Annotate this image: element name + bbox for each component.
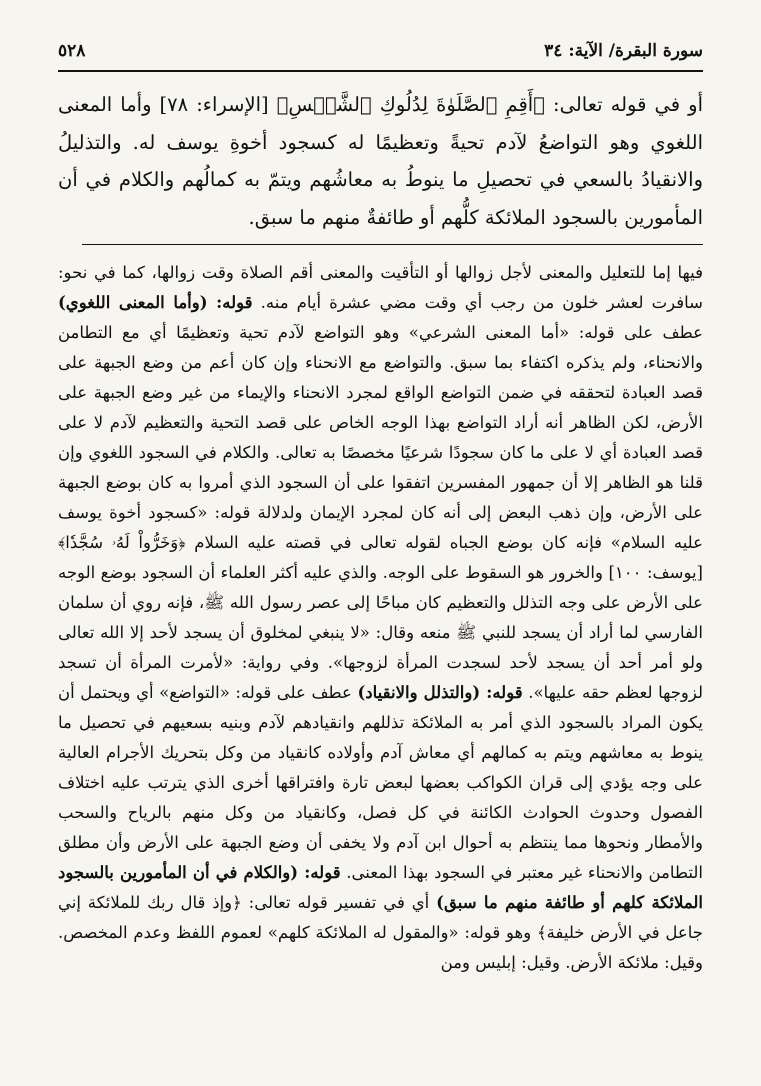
commentary-block: [58, 258, 703, 978]
surah-reference: سورة البقرة/ الآية: ٣٤: [544, 41, 703, 61]
commentary-text: عطف على قوله: «التواضع» أي ويحتمل أن يكون المراد بالسجود الذي أمر به الملائكة تذللهم وانقيادهم لآدم وبنيه بسعيهم في تحصيل ما ينوط به معاشهم ويتم به كمالهم أي معاش آدم وأولاده كانقياد من وكل بتحريك الأجرام العالية على وجه يؤدي إلى قران الكواكب بعضها لبعض تارة وافتراقها أخرى الذي يترتب عليه اختلاف الفصول وحدوث الحوادث الكائنة في كل فصل، وكانقياد من وكل منهم بالرياح والسحب والأمطار ونحوها مما ينتظم به أحوال ابن آدم ولا يخفى أن وضع الجبهة على الأرض وأن مطلق التطامن والانحناء غير معتبر في السجود بهذا المعنى.: [58, 683, 703, 882]
footnote-divider: [82, 244, 703, 245]
page-number: ٥٢٨: [58, 41, 86, 61]
commentary-paragraph: [58, 258, 703, 978]
commentary-lemma: قوله: (وأما المعنى اللغوي): [58, 293, 253, 312]
page-header: [58, 32, 703, 72]
commentary-lemma: قوله: (والكلام في أن المأمورين بالسجود الملائكة كلهم أو طائفة منهم ما سبق): [58, 863, 704, 912]
main-paragraph: أو في قوله تعالى: ﴿أَقِمِ ٱلصَّلَوٰةَ لِدُلُوكِ ٱلشَّمۡسِ﴾ [الإسراء: ٧٨] وأما المعنى اللغوي وهو التواضعُ لآدم تحيةً وتعظيمًا له كسجود أخوةِ يوسف له. والتذليلُ والانقيادُ بالسعي في تحصيلِ ما ينوطُ به معاشُهم ويتمّ به كمالُهم والكلام في أن المأمورين بالسجود الملائكة كلُّهم أو طائفةٌ منهم ما سبق.: [58, 93, 703, 229]
commentary-text: فيها إما للتعليل والمعنى لأجل زوالها أو التأقيت والمعنى أقم الصلاة وقت زوالها، كما في نحو: سافرت لعشر خلون من رجب أي وقت مضي عشرة أيام منه.: [58, 263, 703, 312]
commentary-text: عطف على قوله: «أما المعنى الشرعي» وهو التواضع لآدم تحية وتعظيمًا أي مع التطامن والانحناء، ولم يذكره اكتفاء بما سبق. والتواضع مع الانحناء وإن كان أعم من وضع الجبهة على قصد العبادة لتحققه في ضمن التواضع الواقع لمجرد الانحناء والإيماء من غير وضع الجبهة على الأرض، لكن الظاهر أنه أراد التواضع بهذا الوجه الخاص على قصد التحية والتعظيم لآدم لا على قصد العبادة أي لا على ما كان سجودًا شرعيًا مخصصًا به تعالى. والكلام في السجود اللغوي وإن قلنا هو الظاهر إلا أن جمهور المفسرين اتفقوا على أن السجود الذي أمروا به كان بوضع الجبهة على الأرض، وإن ذهب البعض إلى أنه كان لمجرد الإيمان ولدلالة قوله: «كسجود أخوة يوسف عليه السلام» فإنه كان بوضع الجباه لقوله تعالى في قصته عليه السلام ﴿وَخَرُّواْ لَهُۥ سُجَّدٗا﴾ [يوسف: ١٠٠] والخرور هو السقوط على الوجه. والذي عليه أكثر العلماء أن السجود بوضع الوجه على الأرض على وجه التذلل والتعظيم كان مباحًا إلى عصر رسول الله ﷺ، فإنه روي أن سلمان الفارسي لما أراد أن يسجد للنبي ﷺ منعه وقال: «لا ينبغي لمخلوق أن يسجد لأحد إلا الله تعالى ولو أمر أحد أن يسجد لأحد لسجدت المرأة لزوجها». وفي رواية: «لأمرت المرأة أن تسجد لزوجها لعظم حقه عليها».: [58, 323, 703, 702]
commentary-text: أي في تفسير قوله تعالى: ﴿وإذ قال ربك للملائكة إني جاعل في الأرض خليفة﴾ وهو قوله: «والمقول له الملائكة كلهم» لعموم اللفظ وعدم المخصص. وقيل: ملائكة الأرض. وقيل: إبليس ومن: [58, 893, 703, 972]
main-text-block: [58, 86, 703, 236]
commentary-lemma: قوله: (والتذلل والانقياد): [357, 683, 523, 702]
